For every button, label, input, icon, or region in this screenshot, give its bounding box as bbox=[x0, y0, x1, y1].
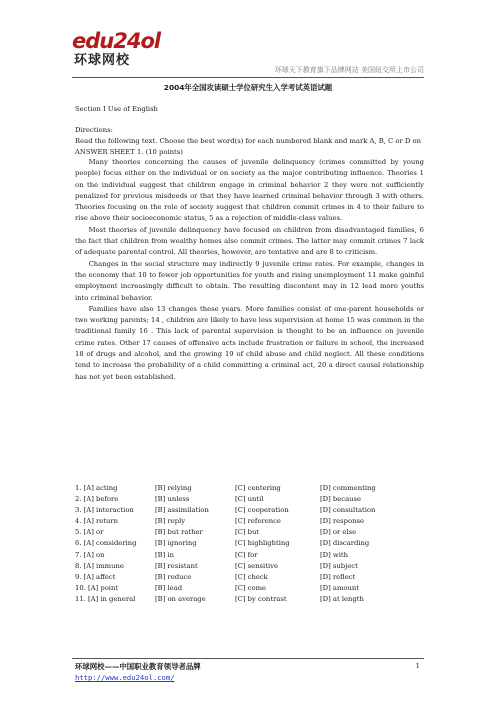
option-row bbox=[75, 494, 424, 505]
option-c: [C] check bbox=[235, 572, 268, 581]
option-c: [C] until bbox=[235, 495, 264, 504]
option-b: [B] lead bbox=[155, 583, 183, 592]
option-d: [D] commenting bbox=[320, 484, 376, 492]
logo-wordmark: edu24ol bbox=[72, 29, 161, 53]
option-d: [D] or else bbox=[320, 528, 357, 537]
option-c: [C] but bbox=[235, 528, 260, 537]
option-b: [B] resistant bbox=[155, 561, 198, 570]
header-tagline: 环球天下教育旗下品牌网站 美国纽交所上市公司 bbox=[274, 66, 424, 74]
option-row bbox=[75, 505, 424, 516]
option-d: [D] subject bbox=[320, 561, 358, 570]
option-row bbox=[75, 594, 424, 605]
option-c: [C] cooperation bbox=[235, 506, 289, 515]
answer-options bbox=[75, 483, 424, 605]
passage-paragraph: Changes in the social structure may indirectly 9 juvenile crime rates. For example, changes in the economy that 10 to fewer job opportunities for youth and rising unemployment 11 make gainful employment increasingly difficult to obtain. The resulting discontent may in 12 lead more youths into criminal behavior. bbox=[75, 259, 424, 302]
option-row bbox=[75, 538, 424, 549]
option-a: 3. [A] interaction bbox=[75, 506, 134, 515]
option-b: [B] reply bbox=[155, 517, 186, 526]
option-d: [D] consultation bbox=[320, 506, 376, 515]
option-b: [B] ignoring bbox=[155, 539, 197, 548]
option-b: [B] on average bbox=[155, 594, 206, 603]
option-a: 7. [A] on bbox=[75, 550, 105, 559]
page-number: 1 bbox=[415, 662, 420, 670]
option-d: [D] discarding bbox=[320, 539, 370, 548]
option-d: [D] at length bbox=[320, 594, 364, 603]
option-d: [D] because bbox=[320, 495, 362, 504]
option-row bbox=[75, 572, 424, 583]
footer-divider bbox=[72, 658, 424, 659]
option-b: [B] in bbox=[155, 550, 175, 559]
option-b: [B] assimilation bbox=[155, 506, 209, 515]
option-a: 11. [A] in general bbox=[75, 594, 136, 603]
footer-brand: 环球网校——中国职业教育领导者品牌 bbox=[75, 662, 201, 671]
option-c: [C] highlighting bbox=[235, 539, 290, 548]
footer-url-link[interactable]: http://www.edu24ol.com/ bbox=[75, 673, 175, 682]
option-row bbox=[75, 483, 424, 494]
option-row bbox=[75, 561, 424, 572]
option-a: 8. [A] immune bbox=[75, 561, 124, 570]
option-c: [C] by contrast bbox=[235, 594, 287, 603]
option-a: 9. [A] affect bbox=[75, 572, 116, 581]
passage-paragraph: Many theories concerning the causes of juvenile delinquency (crimes committed by young people) focus either on the individual or on society as the major contributing influence. Theories 1 on the individual suggest that children engage in criminal behavior 2 they were not sufficiently penalized for previous misdeeds or that they have learned criminal behavior through 3 with others. Theories focusing on the role of society suggest that children commit crimes in 4 to their failure to rise above their socioeconomic status, 5 as a rejection of middle-class values. bbox=[75, 158, 424, 223]
option-row bbox=[75, 583, 424, 594]
directions-text: Read the following text. Choose the best word(s) for each numbered blank and mark A, B, C or D on ANSWER SHEET 1. (10 points) bbox=[75, 137, 421, 157]
edu24ol-logo bbox=[72, 30, 162, 74]
section-heading: Section I Use of English bbox=[75, 105, 158, 113]
option-row bbox=[75, 550, 424, 561]
option-c: [C] come bbox=[235, 583, 267, 592]
option-b: [B] but rather bbox=[155, 528, 203, 537]
passage-paragraph: Families have also 13 changes these years. More families consist of one-parent households or two working parents; 14 , children are likely to have less supervision at home 15 was common in the traditional family 16 . This lack of parental supervision is thought to be an influence on juvenile crime rates. Other 17 causes of offensive acts include frustration or failure in school, the increased 18 of drugs and alcohol, and the growing 19 of child abuse and child neglect. All these conditions tend to increase the probability of a child committing a criminal act, 20 a direct causal relationship has not yet been established. bbox=[75, 304, 424, 381]
option-a: 2. [A] before bbox=[75, 495, 119, 504]
option-c: [C] reference bbox=[235, 517, 281, 526]
option-row bbox=[75, 516, 424, 527]
header-divider bbox=[72, 77, 424, 78]
passage-paragraph: Most theories of juvenile delinquency have focused on children from disadvantaged families, 6 the fact that children from wealthy homes also commit crimes. The latter may commit crimes 7 lack of adequate parental control. All theories, however, are tentative and are 8 to criticism. bbox=[75, 225, 424, 257]
option-d: [D] with bbox=[320, 550, 349, 559]
option-b: [B] unless bbox=[155, 495, 190, 504]
passage bbox=[75, 157, 424, 383]
option-row bbox=[75, 527, 424, 538]
logo-chinese-name: 环球网校 bbox=[74, 53, 131, 68]
option-c: [C] for bbox=[235, 550, 258, 559]
option-a: 4. [A] return bbox=[75, 517, 119, 526]
option-a: 5. [A] or bbox=[75, 528, 104, 537]
option-a: 1. [A] acting bbox=[75, 484, 118, 492]
option-b: [B] reduce bbox=[155, 572, 192, 581]
option-a: 10. [A] point bbox=[75, 583, 119, 592]
option-c: [C] sensitive bbox=[235, 561, 278, 570]
option-a: 6. [A] considering bbox=[75, 539, 137, 548]
document-title: 2004年全国攻读硕士学位研究生入学考试英语试题 bbox=[163, 83, 333, 92]
directions-heading: Directions: bbox=[75, 126, 113, 134]
option-d: [D] response bbox=[320, 517, 365, 526]
option-c: [C] centering bbox=[235, 484, 281, 492]
option-d: [D] amount bbox=[320, 583, 359, 592]
option-b: [B] relying bbox=[155, 484, 192, 492]
option-d: [D] reflect bbox=[320, 572, 356, 581]
